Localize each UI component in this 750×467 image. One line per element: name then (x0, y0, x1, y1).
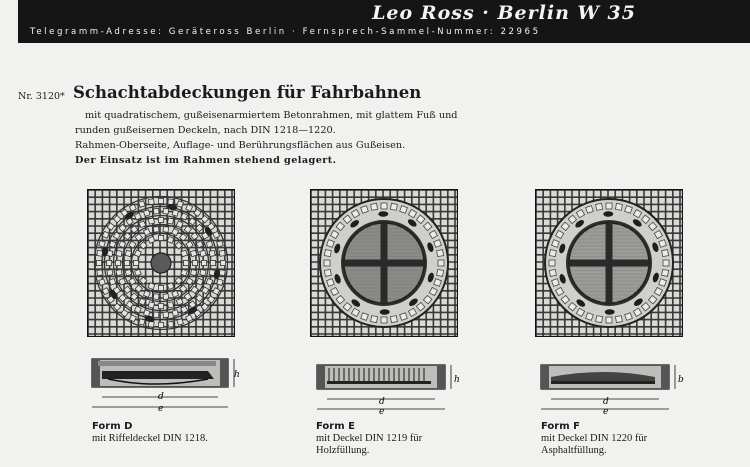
form-desc-line: mit Deckel DIN 1219 für (316, 433, 423, 444)
cover-plan-form-f (535, 189, 683, 337)
lid-cross-bar (344, 260, 424, 267)
desc-line: Der Einsatz ist im Rahmen stehend gelagert. (75, 155, 337, 166)
dim-label-d: d (158, 392, 164, 402)
surface (98, 361, 216, 366)
form-name: Form E (316, 421, 355, 432)
form-desc-line: Holzfüllung. (316, 445, 370, 456)
frame-body (317, 365, 445, 389)
dim-label-b: b (678, 375, 684, 385)
brand-logo: Leo Ross · Berlin W 35 (372, 2, 636, 24)
dim-label-e: e (603, 407, 609, 417)
dim-label-e: e (158, 404, 164, 414)
form-desc-line: Asphaltfüllung. (541, 445, 607, 456)
form-desc-line: mit Deckel DIN 1220 für (541, 433, 648, 444)
form-name: Form F (541, 421, 580, 432)
form-desc-line: mit Riffeldeckel DIN 1218. (92, 433, 208, 444)
caption-form-f (541, 421, 647, 457)
frame-edge-left (317, 365, 325, 389)
cover-profile (551, 381, 655, 384)
desc-line: runden gußeisernen Deckeln, nach DIN 1218—1220. (75, 125, 336, 136)
cover-profile (102, 371, 214, 379)
lid-cross-bar (569, 260, 649, 267)
center-boss (151, 253, 171, 273)
frame-edge-right (437, 365, 445, 389)
header-banner (18, 0, 750, 43)
dim-label-e: e (379, 407, 385, 417)
article-title: Schachtabdeckungen für Fahrbahnen (73, 83, 422, 102)
cross-section-form-d (88, 355, 248, 417)
frame-edge-left (541, 365, 549, 389)
article-number: Nr. 3120* (18, 91, 65, 102)
caption-form-e (316, 421, 422, 457)
cover-plan-form-e (310, 189, 458, 337)
article-description (75, 108, 458, 168)
dim-label-d: d (379, 397, 385, 407)
desc-line: Rahmen-Oberseite, Auflage- und Berührungsflächen aus Gußeisen. (75, 140, 406, 151)
caption-form-d (92, 421, 208, 445)
dim-label-d: d (603, 397, 609, 407)
cross-section-form-f (537, 355, 697, 417)
telegram-line: Telegramm-Adresse: Geräteross Berlin · Fernsprech-Sammel-Nummer: 22965 (30, 27, 541, 37)
cross-section-form-e (313, 355, 473, 417)
cover-plan-form-d (87, 189, 235, 337)
form-name: Form D (92, 421, 133, 432)
frame-edge-right (661, 365, 669, 389)
dim-label-h: h (454, 375, 460, 385)
desc-line: mit quadratischem, gußeisenarmiertem Betonrahmen, mit glattem Fuß und (85, 110, 458, 121)
frame-edge-right (220, 359, 228, 387)
cover-profile (327, 381, 431, 384)
dim-label-h: h (234, 370, 240, 380)
